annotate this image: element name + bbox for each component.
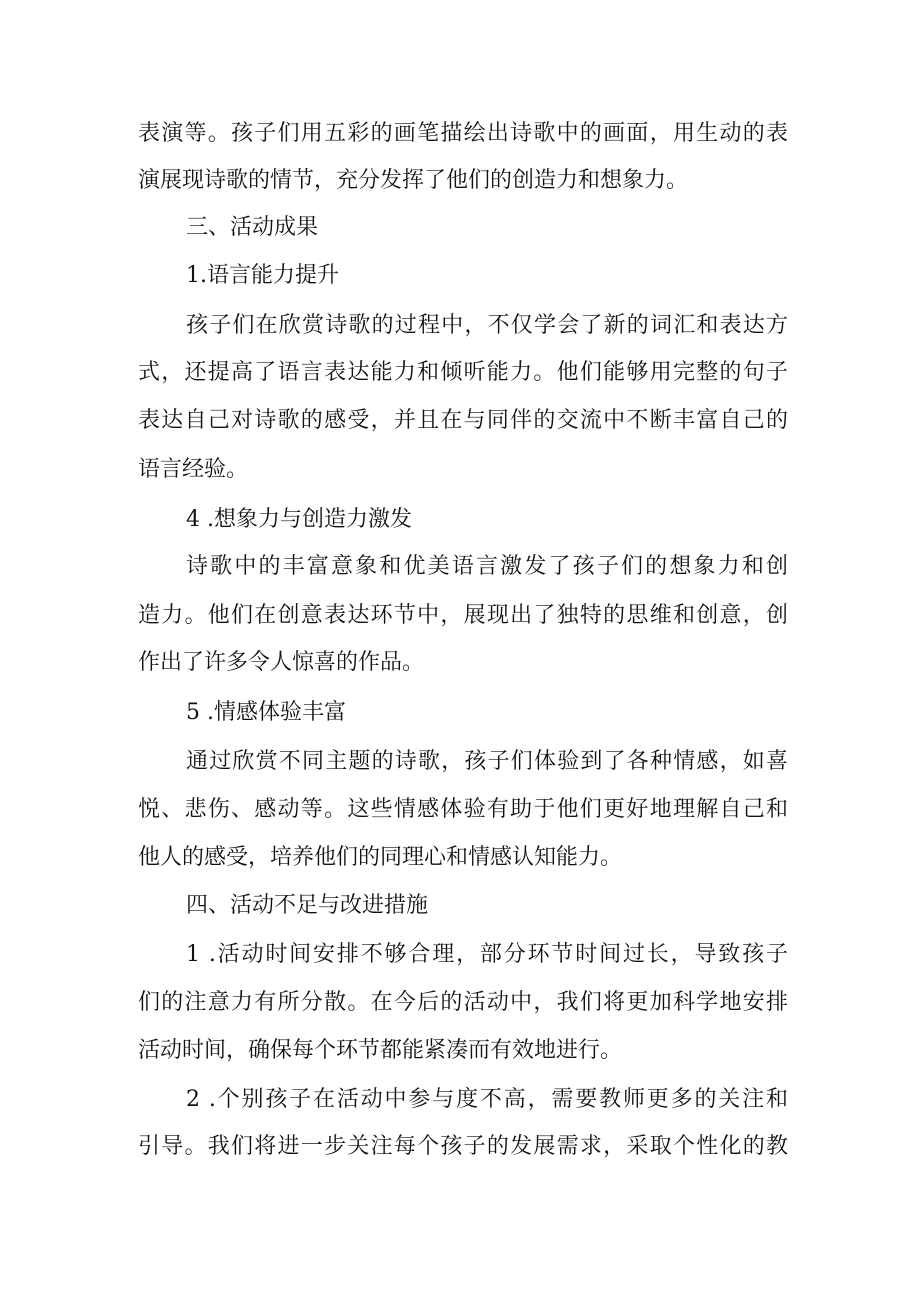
paragraph-line: 式，还提高了语言表达能力和倾听能力。他们能够用完整的句子 [138,360,788,385]
paragraph-line: 造力。他们在创意表达环节中，展现出了独特的思维和创意，创 [138,603,788,628]
paragraph-line: 他人的感受，培养他们的同理心和情感认知能力。 [138,845,623,870]
subsection-heading: 5 .情感体验丰富 [186,700,346,725]
section-heading: 四、活动不足与改进措施 [186,893,429,918]
paragraph-line: 诗歌中的丰富意象和优美语言激发了孩子们的想象力和创 [186,554,788,579]
paragraph-line: 演展现诗歌的情节，充分发挥了他们的创造力和想象力。 [138,168,689,193]
paragraph-line: 表演等。孩子们用五彩的画笔描绘出诗歌中的画面，用生动的表 [138,121,788,146]
paragraph-line: 们的注意力有所分散。在今后的活动中，我们将更加科学地安排 [138,990,788,1015]
paragraph-line: 作出了许多令人惊喜的作品。 [138,650,425,675]
subsection-heading: 1.语言能力提升 [186,263,339,288]
paragraph-line: 通过欣赏不同主题的诗歌，孩子们体验到了各种情感，如喜 [186,749,788,774]
paragraph-line: 表达自己对诗歌的感受，并且在与同伴的交流中不断丰富自己的 [138,408,788,433]
paragraph-line: 孩子们在欣赏诗歌的过程中，不仅学会了新的词汇和表达方 [186,313,788,338]
paragraph-line: 语言经验。 [138,457,249,482]
paragraph-line: 1 .活动时间安排不够合理，部分环节时间过长，导致孩子 [186,942,788,967]
paragraph-line: 活动时间，确保每个环节都能紧凑而有效地进行。 [138,1038,623,1063]
paragraph-line: 2 .个别孩子在活动中参与度不高，需要教师更多的关注和 [186,1087,788,1112]
section-heading: 三、活动成果 [186,215,319,240]
paragraph-line: 引导。我们将进一步关注每个孩子的发展需求，采取个性化的教 [138,1134,788,1159]
subsection-heading: 4 .想象力与创造力激发 [186,507,412,532]
paragraph-line: 悦、悲伤、感动等。这些情感体验有助于他们更好地理解自己和 [138,797,788,822]
